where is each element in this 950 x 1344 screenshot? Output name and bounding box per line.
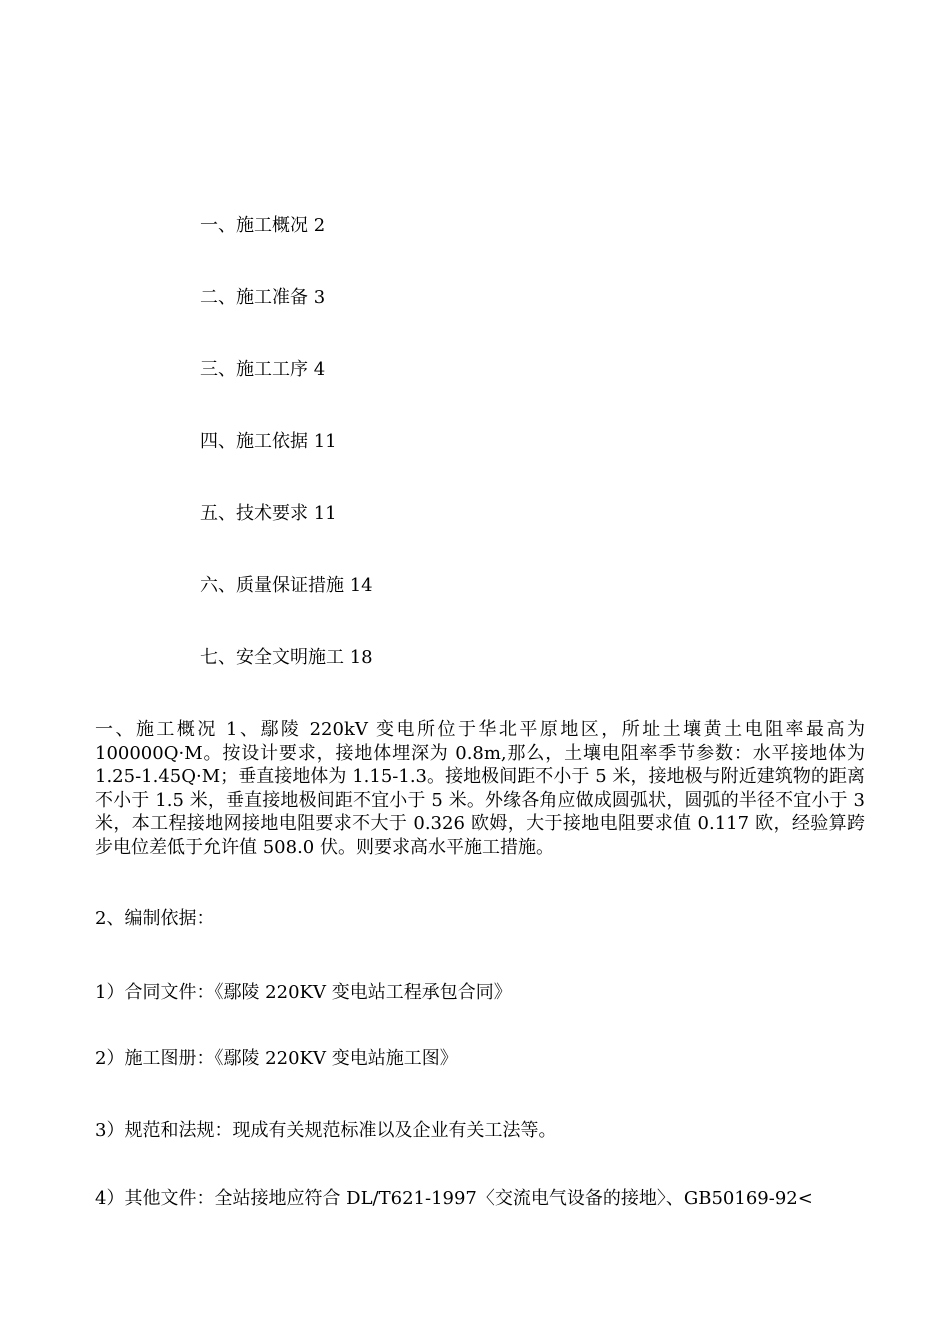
- basis-heading: 2、编制依据：: [95, 908, 215, 929]
- toc-item-4: 四、施工依据 11: [200, 431, 337, 452]
- basis-item-contract: 1）合同文件：《鄢陵 220KV 变电站工程承包合同》: [95, 982, 512, 1003]
- toc-item-2: 二、施工准备 3: [200, 287, 326, 308]
- basis-item-other-documents: 4）其他文件：全站接地应符合 DL/T621-1997〈交流电气设备的接地〉、GB50169-92<: [95, 1188, 813, 1209]
- basis-item-drawings: 2）施工图册：《鄢陵 220KV 变电站施工图》: [95, 1048, 458, 1069]
- construction-overview-paragraph: 一、施工概况 1、鄢陵 220kV 变电所位于华北平原地区，所址土壤黄土电阻率最高为 100000Q·M。按设计要求，接地体埋深为 0.8m,那么，土壤电阻率季节参数：水平接地体为 1.25-1.45Q·M；垂直接地体为 1.15-1.3。接地极间距不小于 5 米，接地极与附近建筑物的距离不小于 1.5 米，垂直接地极间距不宜小于 5 米。外缘各角应做成圆弧状，圆弧的半径不宜小于 3 米，本工程接地网接地电阻要求不大于 0.326 欧姆，大于接地电阻要求值 0.117 欧，经验算跨步电位差低于允许值 508.0 伏。则要求高水平施工措施。: [95, 719, 865, 858]
- toc-item-1: 一、施工概况 2: [200, 215, 326, 236]
- basis-item-regulations: 3）规范和法规：现成有关规范标准以及企业有关工法等。: [95, 1120, 557, 1141]
- toc-item-5: 五、技术要求 11: [200, 503, 337, 524]
- toc-item-7: 七、安全文明施工 18: [200, 647, 373, 668]
- table-of-contents: [200, 212, 800, 716]
- toc-item-3: 三、施工工序 4: [200, 359, 326, 380]
- toc-item-6: 六、质量保证措施 14: [200, 575, 373, 596]
